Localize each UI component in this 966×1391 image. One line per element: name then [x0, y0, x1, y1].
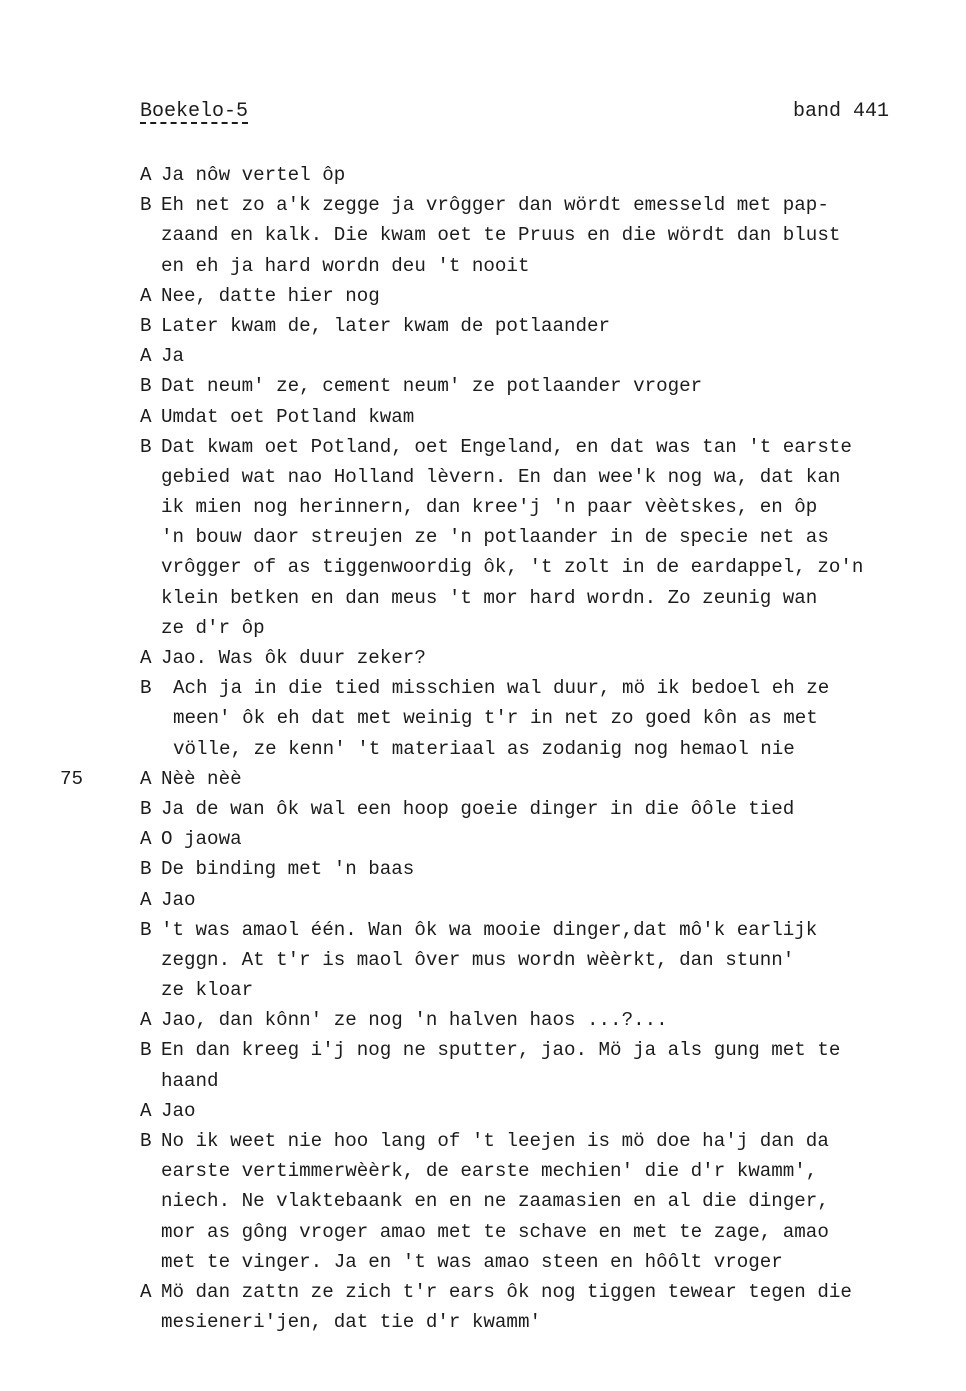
transcript-line	[0, 945, 966, 975]
document-title: Boekelo-5	[140, 100, 249, 123]
transcript-line	[0, 1156, 966, 1186]
transcript-line	[0, 1005, 966, 1035]
speaker-label: B	[140, 797, 152, 820]
transcript-line	[0, 1217, 966, 1247]
speaker-label: B	[140, 858, 152, 881]
line-text: vrôgger of as tiggenwoordig ôk, 't zolt in de eardappel, zo'n	[161, 556, 864, 579]
speaker-label: A	[140, 767, 152, 790]
line-text: Dat kwam oet Potland, oet Engeland, en dat was tan 't earste	[161, 435, 852, 458]
transcript-line	[0, 311, 966, 341]
transcript-line	[0, 734, 966, 764]
transcript-line	[0, 160, 966, 190]
line-text: meen' ôk eh dat met weinig t'r in net zo goed kôn as met	[173, 707, 818, 730]
transcript-line	[0, 915, 966, 945]
line-text: Jao	[161, 888, 196, 911]
line-text: Umdat oet Potland kwam	[161, 405, 415, 428]
transcript-line	[0, 643, 966, 673]
transcript-line	[0, 220, 966, 250]
speaker-label: A	[140, 345, 152, 368]
transcript-line	[0, 1186, 966, 1216]
speaker-label: B	[140, 677, 152, 700]
line-text: gebied wat nao Holland lèvern. En dan wee'k nog wa, dat kan	[161, 465, 841, 488]
line-text: ze kloar	[161, 979, 254, 1002]
line-text: mesieneri'jen, dat tie d'r kwamm'	[161, 1311, 541, 1334]
speaker-label: B	[140, 918, 152, 941]
transcript-line	[0, 281, 966, 311]
line-text: Ja de wan ôk wal een hoop goeie dinger in die ôôle tied	[161, 797, 795, 820]
transcript-line	[0, 462, 966, 492]
line-text: Ja nôw vertel ôp	[161, 164, 346, 186]
line-text: Dat neum' ze, cement neum' ze potlaander vroger	[161, 375, 703, 398]
line-text: klein betken en dan meus 't mor hard wordn. Zo zeunig wan	[161, 586, 818, 609]
speaker-label: B	[140, 314, 152, 337]
transcript-line	[0, 492, 966, 522]
line-text: zaand en kalk. Die kwam oet te Pruus en die wördt dan blust	[161, 224, 841, 247]
transcript-line	[0, 854, 966, 884]
line-text: Jao	[161, 1099, 196, 1122]
transcript-line	[0, 885, 966, 915]
transcript-line	[0, 371, 966, 401]
line-text: earste vertimmerwèèrk, de earste mechien' die d'r kwamm',	[161, 1160, 818, 1183]
transcript-line	[0, 613, 966, 643]
band-number: band 441	[793, 100, 890, 123]
line-text: Jao, dan kônn' ze nog 'n halven haos ...?...	[161, 1009, 668, 1032]
speaker-label: A	[140, 828, 152, 851]
speaker-label: A	[140, 647, 152, 669]
transcript-line	[0, 1247, 966, 1277]
speaker-label: B	[140, 1130, 152, 1152]
speaker-label: A	[140, 405, 152, 428]
line-text: 't was amaol één. Wan ôk wa mooie dinger,dat mô'k earlijk	[161, 918, 818, 941]
line-text: Ach ja in die tied misschien wal duur, mö ik bedoel eh ze	[173, 677, 830, 700]
line-text: No ik weet nie hoo lang of 't leejen is mö doe ha'j dan da	[161, 1130, 829, 1152]
transcript-line	[0, 1096, 966, 1126]
line-text: 'n bouw daor streujen ze 'n potlaander in de specie net as	[161, 526, 829, 549]
line-text: ik mien nog herinnern, dan kree'j 'n paar vèètskes, en ôp	[161, 496, 818, 519]
transcript-line	[0, 673, 966, 703]
speaker-label: B	[140, 375, 152, 398]
line-text: ze d'r ôp	[161, 616, 265, 639]
transcript-line	[0, 794, 966, 824]
line-text: niech. Ne vlaktebaank en en ne zaamasien en al die dinger,	[161, 1190, 829, 1213]
speaker-label: A	[140, 1009, 152, 1032]
line-text: haand	[161, 1069, 219, 1092]
speaker-label: B	[140, 435, 152, 458]
transcript-line	[0, 1035, 966, 1065]
line-text: Nee, datte hier nog	[161, 284, 380, 307]
line-text: Ja	[161, 345, 185, 368]
transcript-line	[0, 1126, 966, 1156]
speaker-label: A	[140, 164, 152, 186]
transcript-line	[0, 764, 966, 794]
transcript-line	[0, 522, 966, 552]
transcript-line	[0, 432, 966, 462]
line-text: met te vinger. Ja en 't was amao steen en hôôlt vroger	[161, 1250, 783, 1273]
transcript-line	[0, 190, 966, 220]
speaker-label: A	[140, 888, 152, 911]
transcript-line	[0, 824, 966, 854]
transcript-line	[0, 583, 966, 613]
line-text: De binding met 'n baas	[161, 858, 415, 881]
line-text: En dan kreeg i'j nog ne sputter, jao. Mö ja als gung met te	[161, 1039, 841, 1062]
line-text: völle, ze kenn' 't materiaal as zodanig nog hemaol nie	[173, 737, 795, 760]
transcript-line	[0, 1066, 966, 1096]
transcript-line	[0, 975, 966, 1005]
transcript-line	[0, 552, 966, 582]
speaker-label: A	[140, 284, 152, 307]
line-text: en eh ja hard wordn deu 't nooit	[161, 254, 530, 277]
transcript-line	[0, 1277, 966, 1307]
line-text: mor as gông vroger amao met te schave en met te zage, amao	[161, 1220, 829, 1243]
line-number-marker: 75	[60, 767, 84, 790]
transcript-line	[0, 1307, 966, 1337]
line-text: Eh net zo a'k zegge ja vrôgger dan wördt emesseld met pap-	[161, 194, 829, 217]
transcript-line	[0, 402, 966, 432]
speaker-label: A	[140, 1099, 152, 1122]
line-text: Nèè nèè	[161, 767, 242, 790]
transcript-line	[0, 251, 966, 281]
line-text: Jao. Was ôk duur zeker?	[161, 647, 426, 669]
line-text: zeggn. At t'r is maol ôver mus wordn wèèrkt, dan stunn'	[161, 948, 795, 971]
speaker-label: B	[140, 1039, 152, 1062]
transcript-line	[0, 341, 966, 371]
transcript-line	[0, 703, 966, 733]
speaker-label: A	[140, 1280, 152, 1303]
line-text: Later kwam de, later kwam de potlaander	[161, 314, 611, 337]
line-text: Mö dan zattn ze zich t'r ears ôk nog tiggen tewear tegen die	[161, 1280, 852, 1303]
transcript-lines	[0, 160, 966, 1337]
line-text: O jaowa	[161, 828, 242, 851]
speaker-label: B	[140, 194, 152, 217]
